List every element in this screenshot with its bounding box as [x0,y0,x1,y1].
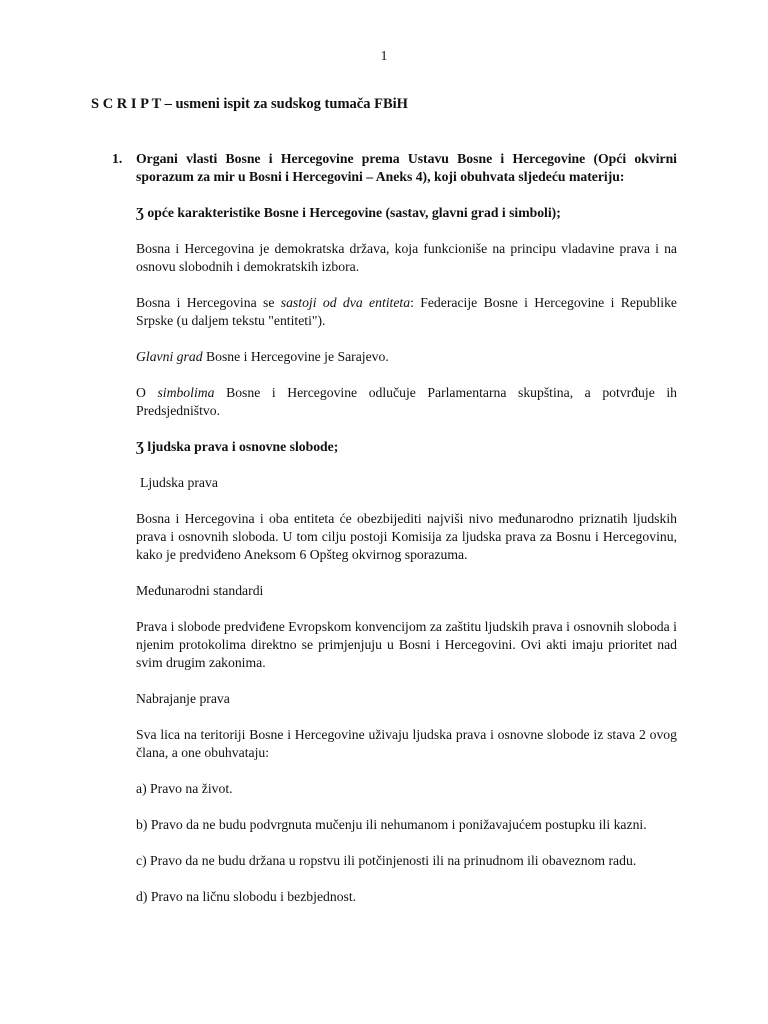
paragraph-symbols-start: O [136,385,158,400]
topic-2-heading-text: ljudska prava i osnovne slobode; [147,439,339,454]
bullet-icon: Ʒ [136,439,144,454]
paragraph-symbols [136,384,677,420]
paragraph-entities-end: : Federacije Bosne i Hercegovine i Republike Srpske (u daljem tekstu "entiteti"). [136,295,677,328]
paragraph-capital [136,348,677,366]
document-body [112,150,677,924]
label-enumeration-of-rights: Nabrajanje prava [136,691,230,706]
paragraph-capital-emphasis: Glavni grad [136,349,203,364]
paragraph-international-standards: Prava i slobode predviđene Evropskom konvencijom za zaštitu ljudskih prava i osnovnih sloboda i njenim protokolima direktno se primjenjuju u Bosni i Hercegovini. Ovi akti imaju prioritet nad svim drugim zakonima. [136,619,677,670]
right-item: c) Pravo da ne budu držana u ropstvu ili potčinjenosti ili na prinudnom ili obaveznom radu. [136,853,637,868]
right-item: a) Pravo na život. [136,781,233,796]
right-item: d) Pravo na ličnu slobodu i bezbjednost. [136,889,357,904]
paragraph-entities [136,294,677,330]
paragraph-symbols-end: Bosne i Hercegovine odlučuje Parlamentarna skupština, a potvrđuje ih Predsjedništvo. [136,385,677,418]
paragraph-enumeration-of-rights: Sva lica na teritoriji Bosne i Hercegovine uživaju ljudska prava i osnovne slobode iz stava 2 ovog člana, a one obuhvataju: [136,727,677,760]
section-1-number: 1. [112,151,123,166]
label-international-standards: Međunarodni standardi [136,583,264,598]
paragraph-capital-end: Bosne i Hercegovine je Sarajevo. [202,349,389,364]
page-number: 1 [380,48,388,63]
paragraph-entities-start: Bosna i Hercegovina se [136,295,281,310]
paragraph-entities-emphasis: sastoji od dva entiteta [280,295,411,310]
topic-1-heading-text: opće karakteristike Bosne i Hercegovine (sastav, glavni grad i simboli); [147,205,561,220]
document-title: S C R I P T – usmeni ispit za sudskog tumača FBiH [91,96,408,112]
paragraph-democratic-state: Bosna i Hercegovina je demokratska država, koja funkcioniše na principu vladavine prava i na osnovu slobodnih i demokratskih izbora. [136,241,677,274]
paragraph-human-rights: Bosna i Hercegovina i oba entiteta će obezbijediti najviši nivo međunarodno priznatih ljudskih prava i osnovnih sloboda. U tom cilju postoji Komisija za ljudska prava za Bosnu i Hercegovinu, kako je predviđeno Aneksom 6 Opšteg okvirnog sporazuma. [136,511,677,562]
paragraph-symbols-emphasis: simbolima [157,385,215,400]
topic-2-heading [136,438,677,456]
topic-1-heading [136,204,677,222]
section-1-heading [112,150,677,186]
bullet-icon: Ʒ [136,205,144,220]
section-1-heading-text: Organi vlasti Bosne i Hercegovine prema Ustavu Bosne i Hercegovine (Opći okvirni sporazum za mir u Bosni i Hercegovini – Aneks 4), koji obuhvata sljedeću materiju: [136,151,677,184]
label-human-rights: Ljudska prava [140,475,218,490]
right-item: b) Pravo da ne budu podvrgnuta mučenju ili nehumanom i ponižavajućem postupku ili kazni. [136,817,647,832]
